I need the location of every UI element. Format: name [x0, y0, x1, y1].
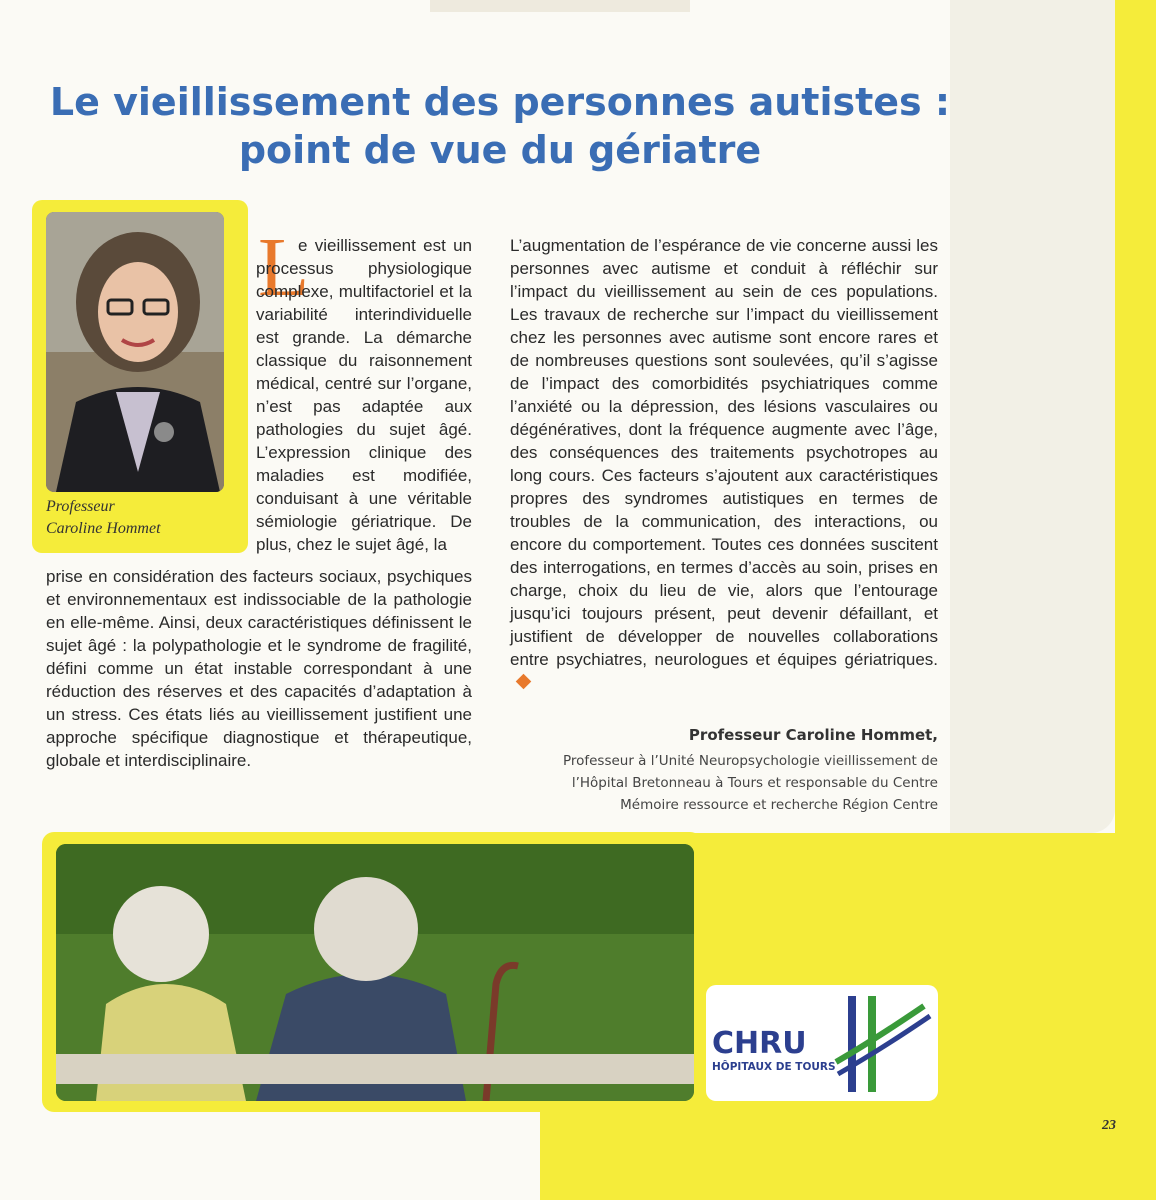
article-column-2 [510, 234, 938, 694]
article-paragraph-2-text: L’augmentation de l’espérance de vie concerne aussi les personnes avec autisme et conduit à réfléchir sur l’impact du vieillissement au sein de ces populations. Les travaux de recherche sur l’impact du vieillissement chez les personnes avec autisme sont encore rares et de nombreuses questions sont soulevées, qu’il s’agisse de l’impact des comorbidités psychiatriques comme l’anxiété ou la dépression, des lésions vasculaires ou dégénératives, dont la fréquence augmente avec l’âge, des conséquences des traitements psychotropes au long cours. Ces facteurs s’ajoutent aux caractéristiques propres des syndromes autistiques en termes de troubles de la communication, des interactions, ou encore du comportement. Toutes ces données suscitent des interrogations, en termes d’accès au soin, prises en charge, choix du lieu de vie, alors que l’entourage jusqu’ici toujours présent, peut devenir défaillant, et justifient de développer de nouvelles collaborations entre psychiatres, neurologues et équipes gériatriques. [510, 236, 938, 669]
page-title [40, 78, 960, 174]
signature-role [510, 750, 938, 816]
portrait-photo [46, 212, 224, 492]
page-shade [950, 0, 1115, 833]
caption-line-1: Professeur [46, 498, 115, 515]
title-line-2: point de vue du gériatre [238, 128, 762, 172]
top-tab [430, 0, 690, 12]
signature-name: Professeur Caroline Hommet, [688, 726, 938, 744]
caption-line-2: Caroline Hommet [46, 520, 161, 537]
drop-cap: L [258, 221, 310, 314]
article-paragraph-2 [510, 234, 938, 694]
article-paragraph-1-bottom: prise en considération des facteurs sociaux, psychiques et environnementaux est indissociable de la pathologie en elle-même. Ainsi, deux caractéristiques définissent le sujet âgé : la polypathologie et le syndrome de fragilité, défini comme un état instable correspondant à une réduction des réserves et des capacités d’adaptation à un stress. Ces états liés au vieillissement justifient une approche spécifique diagnostique et thérapeutique, globale et interdisciplinaire. [46, 567, 472, 770]
portrait-illustration [46, 212, 224, 492]
logo-chru-text: CHRU [712, 1026, 807, 1061]
portrait-caption [46, 496, 236, 540]
article-column-1-top [256, 234, 472, 556]
signature-role-line-2: l’Hôpital Bretonneau à Tours et responsable du Centre [571, 775, 938, 791]
article-paragraph-1-top: e vieillissement est un processus physiologique complexe, multifactoriel et la variabilité interindividuelle est grande. La démarche classique du raisonnement médical, centré sur l’organe, n’est pas adaptée aux pathologies du sujet âgé. L’expression clinique des maladies est modifiée, conduisant à une véritable sémiologie gériatrique. De plus, chez le sujet âgé, la [256, 236, 472, 554]
elderly-couple-photo [56, 844, 694, 1101]
signature-role-line-1: Professeur à l’Unité Neuropsychologie vieillissement de [562, 753, 938, 769]
article-column-1-bottom [46, 565, 472, 772]
chru-h-mark-icon [834, 990, 934, 1098]
logo-subtitle: HÔPITAUX DE TOURS [712, 1061, 836, 1073]
title-line-1: Le vieillissement des personnes autistes : [49, 80, 951, 124]
end-diamond-icon [516, 674, 532, 690]
photo-illustration [56, 844, 694, 1101]
signature-role-line-3: Mémoire ressource et recherche Région Centre [620, 797, 938, 813]
page-number: 23 [1102, 1118, 1116, 1133]
